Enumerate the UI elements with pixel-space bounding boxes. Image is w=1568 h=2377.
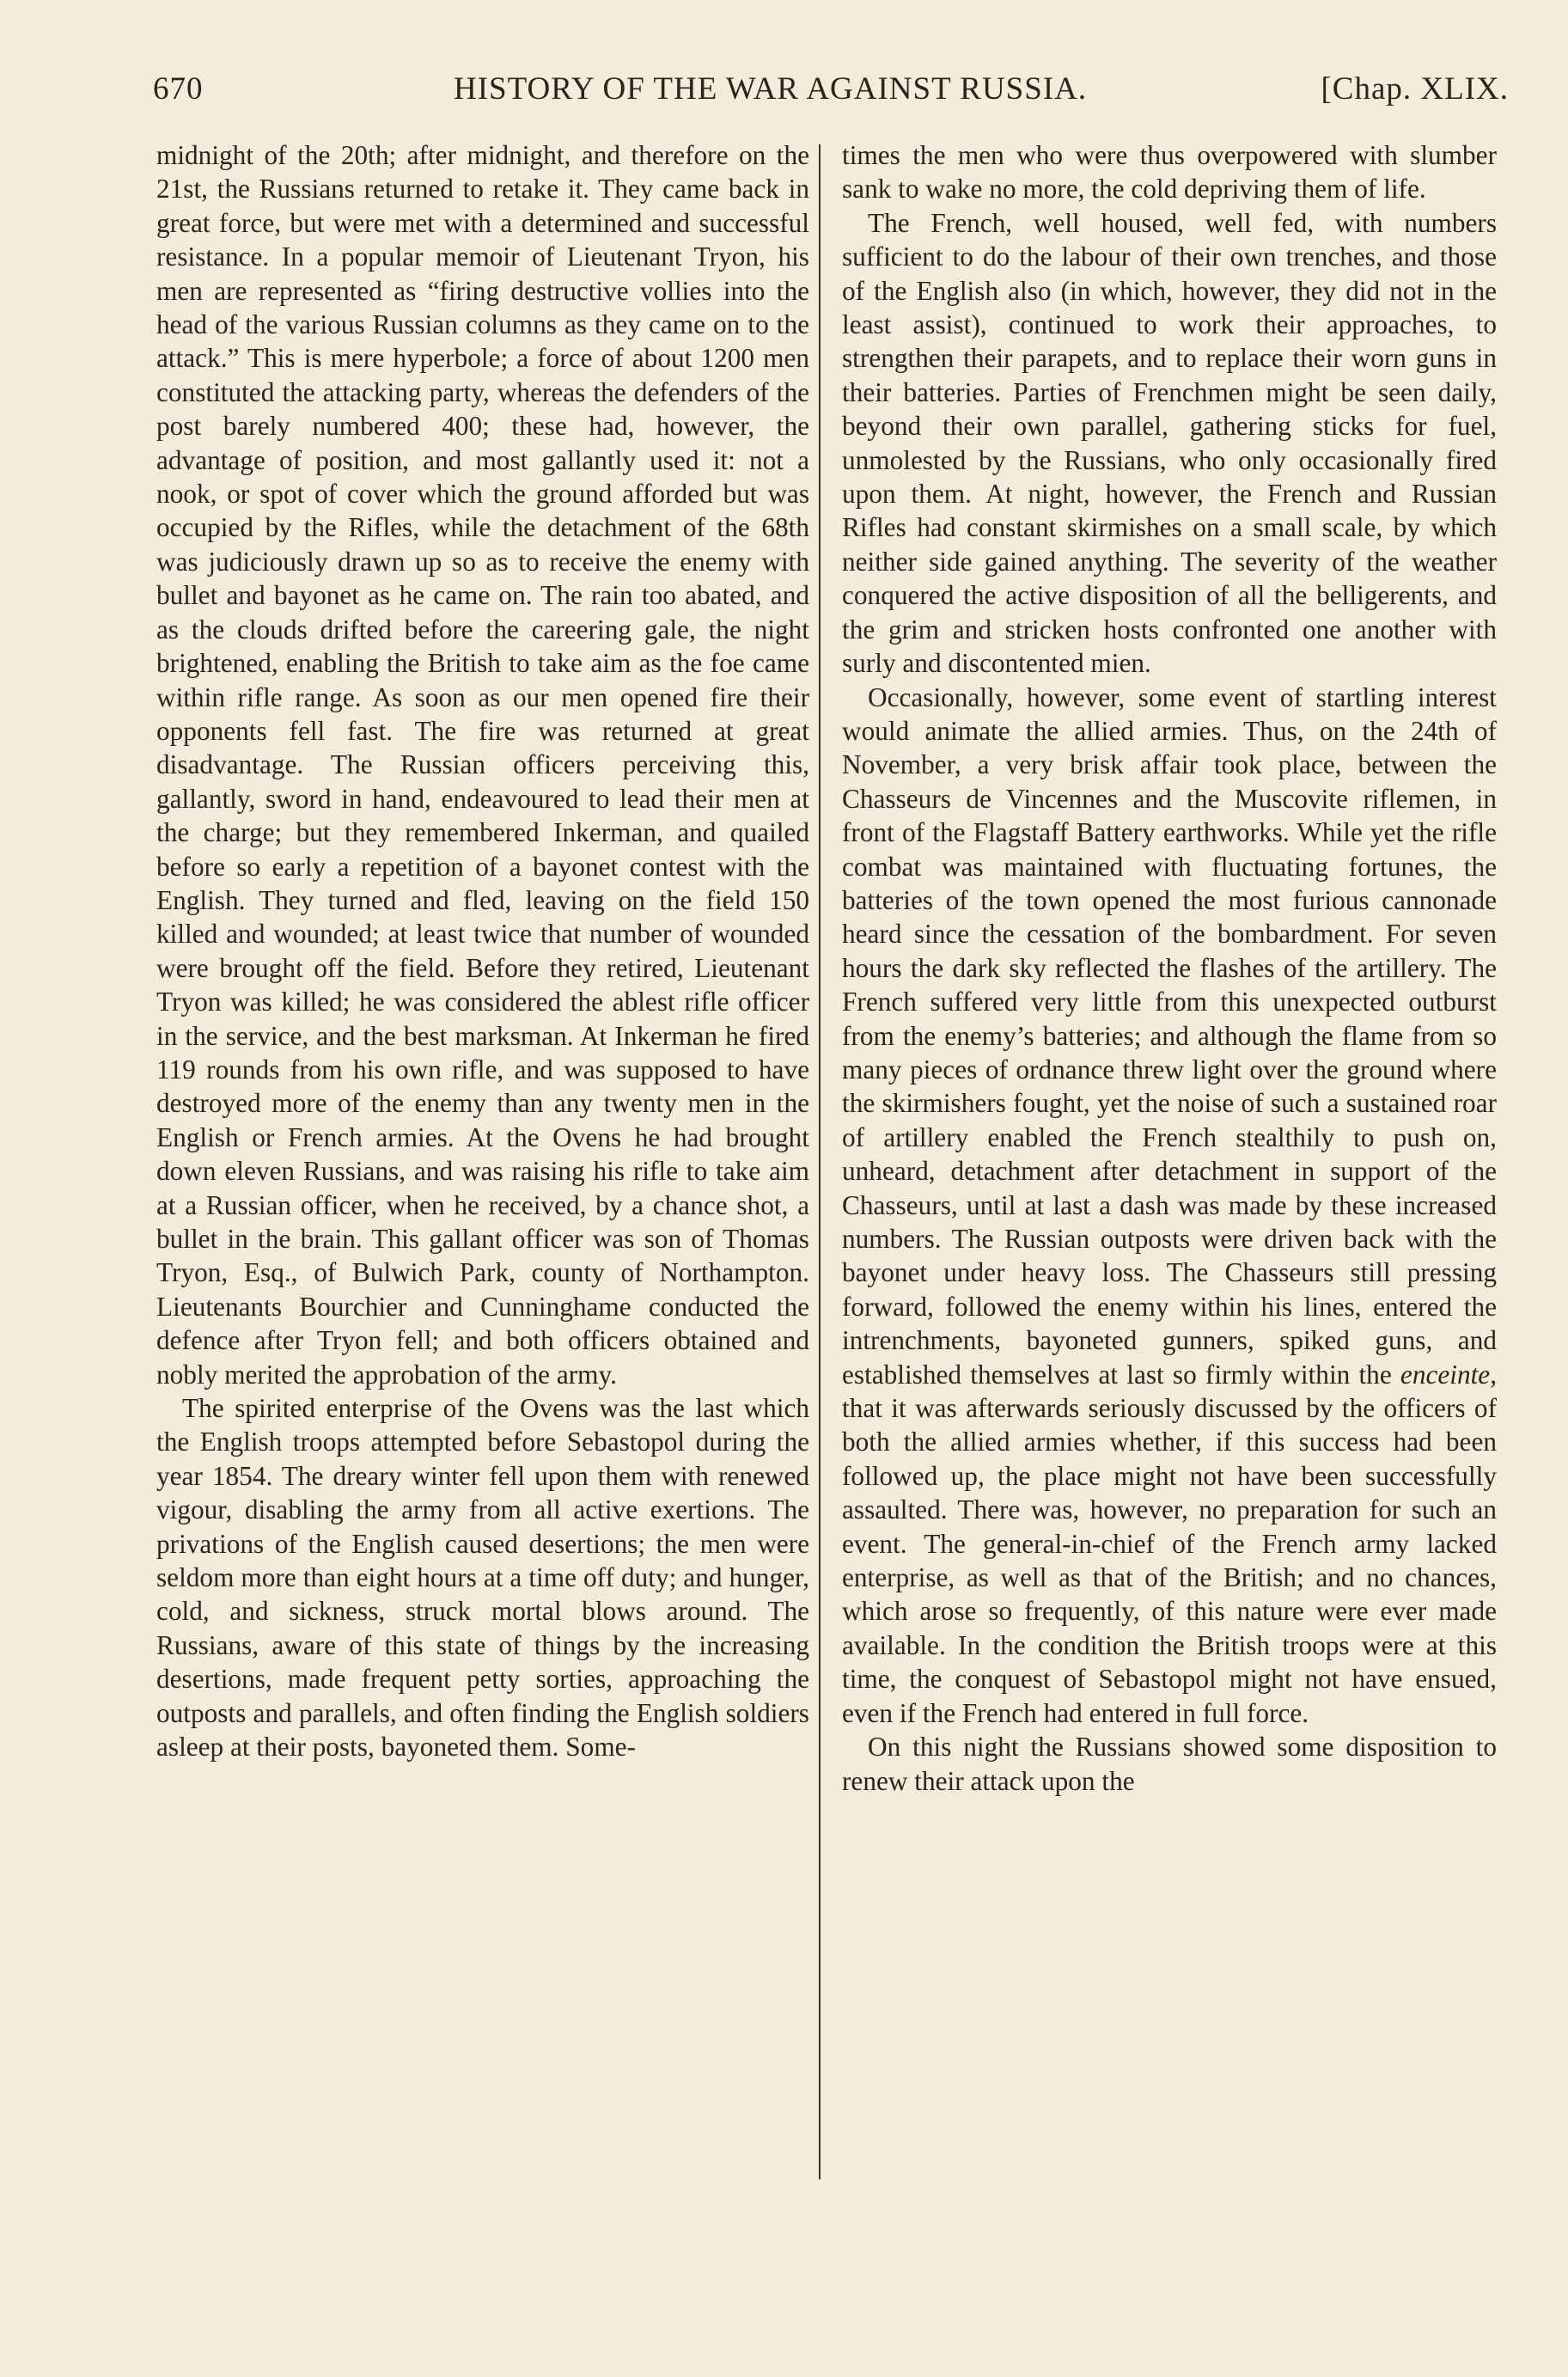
page-number: 670 — [153, 71, 204, 107]
paragraph: The spirited enterprise of the Ovens was the last which the English troops attempted before Sebastopol during the year 1854. The dreary winter fell upon them with renewed vigour, disabling the army from all active exertions. The privations of the English caused desertions; the men were seldom more than eight hours at a time off duty; and hunger, cold, and sickness, struck mortal blows around. The Russians, aware of this state of things by the increasing desertions, made frequent petty sorties, approaching the outposts and parallels, and often finding the English soldiers asleep at their posts, bayoneted them. Some- — [156, 1393, 809, 1763]
paragraph: times the men who were thus overpowered with slumber sank to wake no more, the cold depriving them of life. — [842, 140, 1497, 205]
running-title: HISTORY OF THE WAR AGAINST RUSSIA. — [454, 71, 1088, 107]
left-column — [156, 138, 809, 1764]
paragraph-text: Occasionally, however, some event of startling interest would animate the allied armies. Thus, on the 24th of November, a very brisk affair took place, between the Chasseurs de Vincennes and the Muscovite riflemen, in front of the Flagstaff Battery earthworks. While yet the rifle combat was maintained with fluctuating fortunes, the batteries of the town opened the most furious cannonade heard since the cessation of the bombardment. For seven hours the dark sky reflected the flashes of the artillery. The French suffered very little from this unexpected outburst from the enemy’s batteries; and although the flame from so many pieces of ordnance threw light over the ground where the skirmishers fought, yet the noise of such a sustained roar of artillery enabled the French stealthily to push on, unheard, detachment after detachment in support of the Chasseurs, until at last a dash was made by these increased numbers. The Russian outposts were driven back with the bayonet under heavy loss. The Chasseurs still pressing forward, followed the enemy within his lines, entered the intrenchments, bayoneted gunners, spiked guns, and established themselves at last so firmly within the — [842, 681, 1497, 1390]
paragraph — [842, 681, 1497, 1731]
paragraph: midnight of the 20th; after midnight, and therefore on the 21st, the Russians returned to retake it. They came back in great force, but were met with a determined and successful resistance. In a popular memoir of Lieutenant Tryon, his men are represented as “firing destructive vollies into the head of the various Russian columns as they came on to the attack.” This is mere hyperbole; a force of about 1200 men constituted the attacking party, whereas the defenders of the post barely numbered 400; these had, however, the advantage of position, and most gallantly used it: not a nook, or spot of cover which the ground afforded but was occupied by the Rifles, while the detachment of the 68th was judiciously drawn up so as to receive the enemy with bullet and bayonet as he came on. The rain too abated, and as the clouds drifted before the careering gale, the night brightened, enabling the British to take aim as the foe came within rifle range. As soon as our men opened fire their opponents fell fast. The fire was returned at great disadvantage. The Russian officers perceiving this, gallantly, sword in hand, endeavoured to lead their men at the charge; but they remembered Inkerman, and quailed before so early a repetition of a bayonet contest with the English. They turned and fled, leaving on the field 150 killed and wounded; at least twice that number of wounded were brought off the field. Before they retired, Lieutenant Tryon was killed; he was considered the ablest rifle officer in the service, and the best marksman. At Inkerman he fired 119 rounds from his own rifle, and was supposed to have destroyed more of the enemy than any twenty men in the English or French armies. At the Ovens he had brought down eleven Russians, and was raising his rifle to take aim at a Russian officer, when he received, by a chance shot, a bullet in the brain. This gallant officer was son of Thomas Tryon, Esq., of Bulwich Park, county of Northampton. Lieutenants Bourchier and Cunninghame conducted the defence after Tryon fell; and both officers obtained and nobly merited the approbation of the army. — [156, 140, 809, 1390]
paragraph: On this night the Russians showed some disposition to renew their attack upon the — [842, 1732, 1497, 1796]
column-divider — [819, 144, 821, 2179]
running-header — [153, 70, 1509, 122]
chapter-label: [Chap. XLIX. — [1321, 71, 1509, 107]
right-column — [842, 138, 1497, 1798]
paragraph-text: , that it was afterwards seriously discussed by the officers of both the allied armies whether, if this success had been followed up, the place might not have been successfully assaulted. There was, however, no preparation for such an event. The general-in-chief of the French army lacked enterprise, as well as that of the British; and no chances, which arose so frequently, of this nature were ever made available. In the condition the British troops were at this time, the conquest of Sebastopol might not have ensued, even if the French had entered in full force. — [842, 1359, 1498, 1728]
paragraph: The French, well housed, well fed, with numbers sufficient to do the labour of their own trenches, and those of the English also (in which, however, they did not in the least assist), continued to work their approaches, to strengthen their parapets, and to replace their worn guns in their batteries. Parties of Frenchmen might be seen daily, beyond their own parallel, gathering sticks for fuel, unmolested by the Russians, who only occasionally fired upon them. At night, however, the French and Russian Rifles had constant skirmishes on a small scale, by which neither side gained anything. The severity of the weather conquered the active disposition of all the belligerents, and the grim and stricken hosts confronted one another with surly and discontented mien. — [842, 207, 1497, 679]
italic-term: enceinte — [1400, 1359, 1491, 1390]
